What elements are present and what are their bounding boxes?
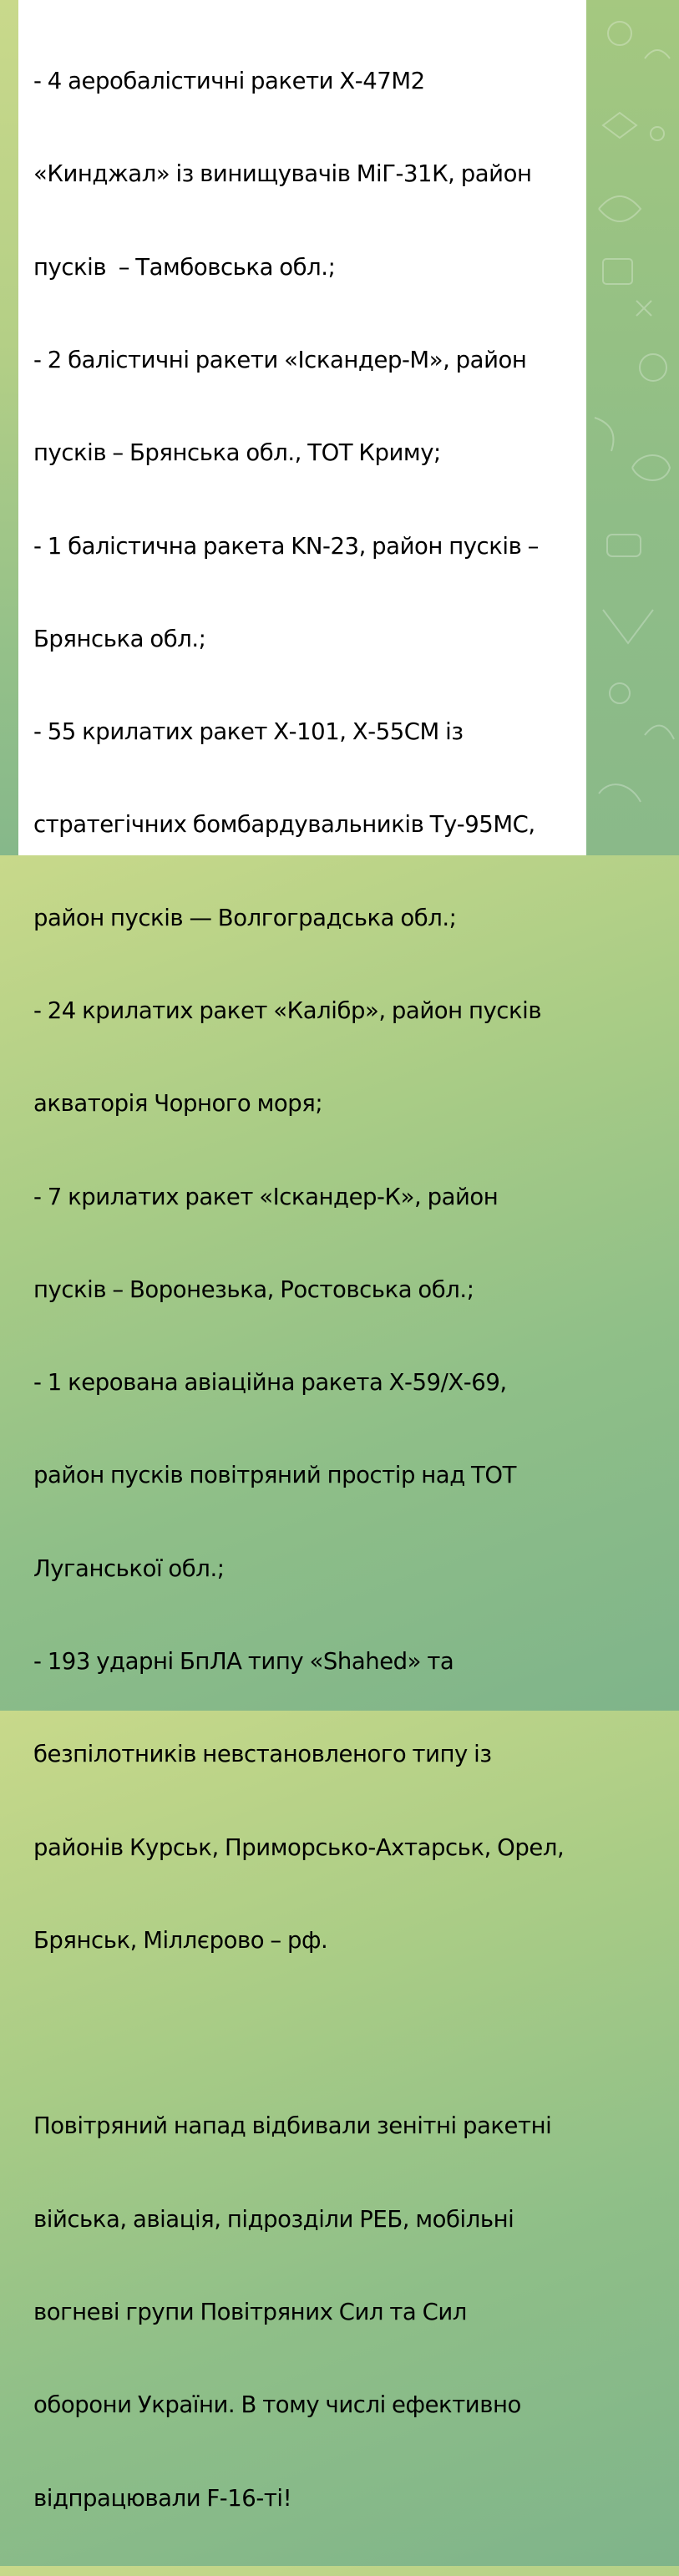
message-line: відпрацювали F-16-ті! <box>33 2484 292 2512</box>
doodle-pattern-icon <box>586 0 679 855</box>
message-line: стратегічних бомбардувальників Ту-95МС, <box>33 811 535 839</box>
message-line: - 1 балістична ракета KN-23, район пусків – <box>33 532 539 560</box>
paragraph-spacer <box>33 2018 573 2049</box>
message-line: районів Курськ, Приморсько-Ахтарськ, Орел, <box>33 1833 565 1861</box>
chat-wallpaper-right <box>586 0 679 855</box>
message-line: війська, авіація, підрозділи РЕБ, мобільні <box>33 2205 514 2233</box>
message-line: Луганської обл.; <box>33 1554 225 1582</box>
message-line: Брянськ, Міллєрово – рф. <box>33 1926 328 1954</box>
message-line: Повітряний напад відбивали зенітні ракетні <box>33 2112 552 2140</box>
message-line: - 7 крилатих ракет «Іскандер-К», район <box>33 1183 499 1210</box>
message-line: Брянська обл.; <box>33 625 206 652</box>
message-line: акваторія Чорного моря; <box>33 1090 323 1118</box>
message-line: пусків – Тамбовська обл.; <box>33 253 336 281</box>
message-line: район пусків повітряний простір над ТОТ <box>33 1462 516 1489</box>
message-line: - 1 керована авіаційна ракета Х-59/Х-69, <box>33 1369 507 1397</box>
message-line: - 193 ударні БпЛА типу «Shahed» та <box>33 1647 454 1675</box>
message-text <box>33 4 573 2576</box>
message-line: - 55 крилатих ракет Х-101, Х-55СМ із <box>33 718 464 746</box>
message-line: вогневі групи Повітряних Сил та Сил <box>33 2298 467 2325</box>
message-bubble <box>18 0 586 2512</box>
message-line: район пусків — Волгоградська обл.; <box>33 904 457 931</box>
message-line: - 4 аеробалістичні ракети Х-47М2 <box>33 68 425 95</box>
message-line: безпілотників невстановленого типу із <box>33 1741 492 1768</box>
message-line: оборони України. В тому числі ефективно <box>33 2391 521 2419</box>
chat-wallpaper-left <box>0 0 18 855</box>
message-line: - 24 крилатих ракет «Калібр», район пусків <box>33 997 542 1024</box>
message-line: - 2 балістичні ракети «Іскандер-М», район <box>33 347 527 374</box>
message-line: пусків – Брянська обл., ТОТ Криму; <box>33 439 441 467</box>
message-line: пусків – Воронезька, Ростовська обл.; <box>33 1275 474 1303</box>
message-line: «Кинджал» із винищувачів МіГ-31К, район <box>33 160 532 188</box>
